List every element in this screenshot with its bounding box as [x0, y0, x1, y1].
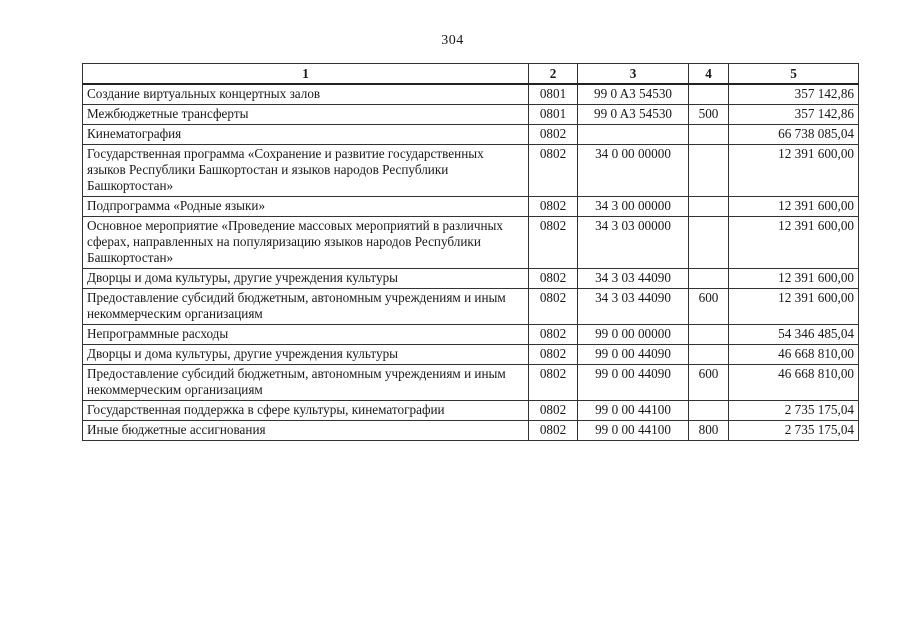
- table-row: [83, 421, 859, 441]
- table-row: [83, 125, 859, 145]
- row-expense-kind: [689, 84, 729, 105]
- row-section-code: 0802: [529, 197, 578, 217]
- row-program-code: [578, 125, 689, 145]
- row-section-code: 0802: [529, 269, 578, 289]
- row-sum: 46 668 810,00: [729, 365, 859, 401]
- row-sum: 2 735 175,04: [729, 421, 859, 441]
- row-sum: 12 391 600,00: [729, 269, 859, 289]
- row-name-cell: Межбюджетные трансферты: [83, 105, 529, 125]
- table-row: [83, 105, 859, 125]
- row-sum: 2 735 175,04: [729, 401, 859, 421]
- table-row: [83, 325, 859, 345]
- row-program-code: 34 3 00 00000: [578, 197, 689, 217]
- row-sum: 12 391 600,00: [729, 197, 859, 217]
- row-name-cell: Создание виртуальных концертных залов: [83, 84, 529, 105]
- row-program-code: 99 0 A3 54530: [578, 105, 689, 125]
- row-program-code: 99 0 00 00000: [578, 325, 689, 345]
- row-name-cell: Государственная поддержка в сфере культуры, кинематографии: [83, 401, 529, 421]
- row-expense-kind: 500: [689, 105, 729, 125]
- row-name-cell: Подпрограмма «Родные языки»: [83, 197, 529, 217]
- row-section-code: 0802: [529, 365, 578, 401]
- header-col-2: 2: [529, 64, 578, 85]
- table-body: [83, 84, 859, 441]
- row-section-code: 0802: [529, 401, 578, 421]
- row-expense-kind: 600: [689, 365, 729, 401]
- row-sum: 12 391 600,00: [729, 217, 859, 269]
- row-section-code: 0802: [529, 217, 578, 269]
- row-name-cell: Дворцы и дома культуры, другие учреждения культуры: [83, 345, 529, 365]
- row-name-cell: Государственная программа «Сохранение и развитие государственных языков Республики Башкортостан и языков народов Республики Башкортостан»: [83, 145, 529, 197]
- row-section-code: 0802: [529, 289, 578, 325]
- row-expense-kind: [689, 325, 729, 345]
- row-sum: 12 391 600,00: [729, 289, 859, 325]
- row-program-code: 99 0 00 44100: [578, 401, 689, 421]
- row-name-cell: Предоставление субсидий бюджетным, автономным учреждениям и иным некоммерческим организациям: [83, 289, 529, 325]
- row-expense-kind: [689, 401, 729, 421]
- row-name-cell: Иные бюджетные ассигнования: [83, 421, 529, 441]
- row-program-code: 34 3 03 44090: [578, 269, 689, 289]
- table-row: [83, 84, 859, 105]
- table-row: [83, 269, 859, 289]
- row-sum: 357 142,86: [729, 105, 859, 125]
- table-header: [83, 64, 859, 85]
- row-name-cell: Кинематография: [83, 125, 529, 145]
- header-col-1: 1: [83, 64, 529, 85]
- row-section-code: 0801: [529, 105, 578, 125]
- row-name-cell: Основное мероприятие «Проведение массовых мероприятий в различных сферах, направленных на популяризацию языков народов Республики Башкортостан»: [83, 217, 529, 269]
- table-row: [83, 345, 859, 365]
- row-program-code: 34 3 03 44090: [578, 289, 689, 325]
- row-section-code: 0802: [529, 145, 578, 197]
- row-expense-kind: [689, 217, 729, 269]
- row-expense-kind: [689, 345, 729, 365]
- row-expense-kind: [689, 145, 729, 197]
- header-col-5: 5: [729, 64, 859, 85]
- table-row: [83, 197, 859, 217]
- row-name-cell: Дворцы и дома культуры, другие учреждения культуры: [83, 269, 529, 289]
- row-expense-kind: 800: [689, 421, 729, 441]
- row-program-code: 99 0 00 44090: [578, 365, 689, 401]
- row-sum: 46 668 810,00: [729, 345, 859, 365]
- row-name-cell: Непрограммные расходы: [83, 325, 529, 345]
- row-program-code: 34 0 00 00000: [578, 145, 689, 197]
- table-row: [83, 217, 859, 269]
- table-row: [83, 145, 859, 197]
- row-program-code: 99 0 A3 54530: [578, 84, 689, 105]
- row-program-code: 99 0 00 44100: [578, 421, 689, 441]
- row-section-code: 0802: [529, 125, 578, 145]
- row-sum: 12 391 600,00: [729, 145, 859, 197]
- header-row: [83, 64, 859, 85]
- table-row: [83, 401, 859, 421]
- row-section-code: 0801: [529, 84, 578, 105]
- header-col-4: 4: [689, 64, 729, 85]
- row-expense-kind: [689, 269, 729, 289]
- row-sum: 66 738 085,04: [729, 125, 859, 145]
- header-col-3: 3: [578, 64, 689, 85]
- row-section-code: 0802: [529, 325, 578, 345]
- row-expense-kind: [689, 197, 729, 217]
- row-expense-kind: 600: [689, 289, 729, 325]
- page-number: 304: [441, 33, 464, 48]
- budget-table: [82, 63, 859, 441]
- row-sum: 357 142,86: [729, 84, 859, 105]
- row-name-cell: Предоставление субсидий бюджетным, автономным учреждениям и иным некоммерческим организациям: [83, 365, 529, 401]
- row-section-code: 0802: [529, 421, 578, 441]
- row-program-code: 34 3 03 00000: [578, 217, 689, 269]
- row-section-code: 0802: [529, 345, 578, 365]
- row-sum: 54 346 485,04: [729, 325, 859, 345]
- table-row: [83, 365, 859, 401]
- row-program-code: 99 0 00 44090: [578, 345, 689, 365]
- table-row: [83, 289, 859, 325]
- row-expense-kind: [689, 125, 729, 145]
